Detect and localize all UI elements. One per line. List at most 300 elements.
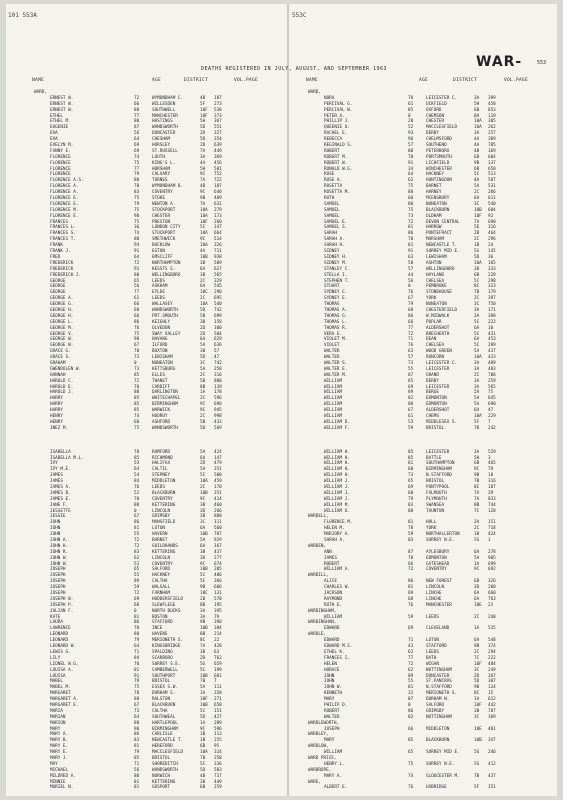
entry-volume: 2A — [474, 520, 480, 526]
entry-volume: 6B — [474, 107, 480, 113]
entry-page: 3 — [488, 455, 491, 461]
entry-page: 278 — [488, 549, 496, 555]
entry-age: 55 — [134, 532, 140, 538]
entry-district: COVENTRY — [152, 496, 173, 502]
entry-age: 44 — [408, 272, 414, 278]
entry-name: PERCIVAL G. — [324, 101, 353, 107]
entry-district: PEMBROKE — [426, 284, 447, 290]
entry-page: 427 — [214, 714, 222, 720]
entry-district: DERBY — [426, 131, 439, 137]
entry-volume: 2D — [474, 673, 480, 679]
entry-district: BLACKBURN — [152, 702, 176, 708]
entry-volume: 1B — [474, 532, 480, 538]
entry-name: JOHN — [324, 673, 335, 679]
entry-page: 853 — [488, 107, 496, 113]
entry-page: 722 — [214, 178, 222, 184]
entry-volume: 9B — [200, 196, 206, 202]
entry-name: WILLIAM M. — [324, 502, 350, 508]
entry-volume: 5B — [200, 419, 206, 425]
entry-volume: 6B — [474, 166, 480, 172]
entry-district: LONDON CITY — [152, 225, 181, 231]
entry-volume: 6A — [474, 638, 480, 644]
entry-volume: 10F — [200, 219, 208, 225]
entry-age: 55 — [134, 573, 140, 579]
entry-volume: 4B — [200, 773, 206, 779]
right-header-age: AGE — [419, 78, 429, 83]
entry-age: 73 — [134, 366, 140, 372]
entry-volume: 9B — [200, 585, 206, 591]
entry-page: 228 — [214, 691, 222, 697]
entry-age: 85 — [134, 408, 140, 414]
entry-name: JESSETTE — [50, 508, 71, 514]
entry-age: 76 — [134, 325, 140, 331]
entry-district: NUNEATON — [152, 360, 173, 366]
entry-age: 91 — [134, 266, 140, 272]
entry-district: HASTINGS — [152, 119, 173, 125]
entry-page: 565 — [214, 272, 222, 278]
entry-age: 78 — [134, 449, 140, 455]
entry-name: JOHN W. — [50, 555, 69, 561]
entry-page: 354 — [214, 137, 222, 143]
entry-age: 85 — [408, 449, 414, 455]
entry-district: LUTON — [426, 638, 439, 644]
entry-district: ASHFORD — [152, 419, 171, 425]
entry-age: 80 — [408, 402, 414, 408]
entry-page: 384 — [214, 626, 222, 632]
entry-volume: 7A — [200, 178, 206, 184]
entry-name: MARY E. — [50, 744, 69, 750]
entry-district: WARWICK — [152, 408, 171, 414]
entry-district: FALMOUTH — [426, 490, 447, 496]
entry-age: 80 — [134, 632, 140, 638]
entry-name: RAYMOND — [324, 596, 343, 602]
entry-page: 187 — [214, 95, 222, 101]
entry-volume: 5D — [200, 125, 206, 131]
entry-name: SAMUEL S. — [324, 225, 348, 231]
entry-age: 43 — [408, 644, 414, 650]
entry-age: 74 — [134, 413, 140, 419]
entry-district: CAMBERWELL — [152, 667, 178, 673]
entry-page: 124 — [488, 685, 496, 691]
surname-heading: WARDELL, — [308, 514, 329, 520]
entry-district: LEEDS — [152, 278, 165, 284]
entry-page: 24 — [488, 243, 494, 249]
surname-heading: WARDLEWORTH, — [308, 720, 340, 726]
entry-name: JOHN W. — [324, 685, 343, 691]
entry-district: BERGE — [426, 390, 439, 396]
entry-district: WANDSWORTH — [152, 425, 178, 431]
entry-volume: 8B — [200, 602, 206, 608]
entry-page: 290 — [214, 290, 222, 296]
page-fold — [287, 4, 289, 796]
entry-age: 65 — [408, 479, 414, 485]
entry-age: 80 — [134, 272, 140, 278]
entry-volume: 5F — [474, 785, 480, 791]
entry-page: 551 — [214, 125, 222, 131]
entry-page: 380 — [214, 325, 222, 331]
entry-district: HOORUY — [152, 413, 168, 419]
entry-volume: 3A — [474, 313, 480, 319]
entry-name: GEORGE H. — [50, 313, 74, 319]
entry-age: 81 — [134, 744, 140, 750]
entry-age: 81 — [408, 225, 414, 231]
entry-volume: 4A — [200, 160, 206, 166]
entry-volume: 2C — [200, 485, 206, 490]
entry-name: FLORENCE A.S. — [50, 178, 84, 184]
entry-age: 67 — [408, 296, 414, 302]
entry-age: 75 — [408, 207, 414, 213]
entry-name: WALTER — [324, 355, 340, 361]
entry-name: KATE — [50, 614, 61, 620]
entry-page: 639 — [214, 143, 222, 149]
entry-page: 305 — [488, 119, 496, 125]
surname-heading: WARDLE, — [308, 632, 327, 638]
entry-name: GEORGE — [50, 290, 66, 296]
entry-page: 366 — [214, 579, 222, 585]
entry-age: 77 — [408, 325, 414, 331]
entry-volume: 3A — [200, 608, 206, 614]
entry-volume: 10A — [200, 213, 208, 219]
entry-age: 89 — [408, 390, 414, 396]
entry-age: 74 — [134, 231, 140, 237]
register-sheet — [6, 4, 557, 796]
entry-page: 222 — [488, 655, 496, 661]
entry-volume: 6B — [474, 272, 480, 278]
entry-volume: 1A — [200, 720, 206, 726]
entry-district: SOUTHWELL — [152, 107, 176, 113]
entry-age: 69 — [134, 143, 140, 149]
entry-volume: 10B — [200, 532, 208, 538]
entry-page: 259 — [214, 785, 222, 791]
entry-page: 10 — [488, 325, 494, 331]
entry-district: DONCASTER — [426, 673, 450, 679]
entry-volume: 3A — [474, 95, 480, 101]
entry-volume: 4B — [474, 148, 480, 154]
entry-name: FRANK J. — [50, 249, 71, 255]
entry-district: BIRMINGHAM — [426, 467, 452, 473]
entry-page: 369 — [214, 154, 222, 160]
entry-volume: 10A — [200, 302, 208, 308]
entry-name: FLORENCE E. — [50, 201, 79, 207]
entry-page: 453 — [488, 337, 496, 343]
entry-name: MARY A. — [50, 732, 69, 738]
entry-volume: 5C — [200, 473, 206, 479]
entry-volume: 1B — [474, 243, 480, 249]
entry-page: 483 — [488, 366, 496, 372]
entry-page: 323 — [488, 284, 496, 290]
entry-name: FRANK — [50, 243, 63, 249]
entry-volume: 10E — [474, 602, 482, 608]
entry-district: PETERBORO — [426, 148, 450, 154]
entry-page: 369 — [488, 714, 496, 720]
entry-age: 85 — [408, 738, 414, 744]
entry-page: 309 — [488, 137, 496, 143]
entry-age: 85 — [134, 372, 140, 378]
entry-name: SYDNEY C. — [324, 290, 348, 296]
entry-page: 692 — [488, 567, 496, 573]
entry-age: 56 — [134, 767, 140, 773]
entry-page: 171 — [488, 307, 496, 313]
entry-page: 178 — [214, 390, 222, 396]
entry-volume: 7A — [474, 496, 480, 502]
entry-name: ETHEL K. — [324, 649, 345, 655]
entry-age: 66 — [134, 101, 140, 107]
entry-district: CHEMSON — [426, 113, 445, 119]
entry-age: 78 — [408, 555, 414, 561]
entry-volume: 6A — [200, 455, 206, 461]
surname-heading: WARD, — [308, 90, 321, 95]
entry-district: ALDERSHOT — [426, 325, 450, 331]
entry-name: JESSIE — [50, 514, 66, 520]
entry-name: HAROLD C. — [50, 378, 74, 384]
entry-page: 449 — [214, 148, 222, 154]
entry-page: 650 — [488, 166, 496, 172]
entry-page: 258 — [214, 755, 222, 761]
entry-district: NORTH BUCKS — [152, 608, 181, 614]
entry-district: SWAY VALLEY — [152, 331, 181, 337]
entry-volume: 2B — [474, 231, 480, 237]
entry-district: LINCHE — [426, 596, 442, 602]
entry-page: 538 — [214, 107, 222, 113]
entry-district: WOOD GREEN — [426, 349, 452, 355]
entry-page: 437 — [488, 773, 496, 779]
entry-name: MARY B. — [50, 738, 69, 744]
entry-age: 66 — [134, 302, 140, 308]
entry-district: LEICESTER C. — [426, 95, 458, 101]
entry-age: 77 — [134, 166, 140, 172]
entry-page: 706 — [488, 372, 496, 378]
entry-district: POPLAR — [426, 319, 442, 325]
entry-age: 81 — [134, 779, 140, 785]
entry-volume: 2B — [200, 596, 206, 602]
entry-volume: 5F — [474, 419, 480, 425]
entry-district: HULL — [426, 520, 437, 526]
entry-page: 262 — [488, 125, 496, 131]
entry-name: EDWARD — [324, 626, 340, 632]
entry-page: 316 — [488, 225, 496, 231]
entry-age: 75 — [134, 160, 140, 166]
entry-district: GRAND — [426, 372, 439, 378]
entry-age: 81 — [408, 243, 414, 249]
entry-age: 65 — [408, 750, 414, 756]
entry-volume: 8A — [474, 113, 480, 119]
entry-volume: 5A — [474, 349, 480, 355]
entry-district: BRISTOL — [426, 479, 445, 485]
entry-page: 423 — [488, 355, 496, 361]
entry-page: 569 — [214, 425, 222, 431]
entry-age: 88 — [408, 508, 414, 514]
entry-page: 412 — [488, 761, 496, 767]
entry-page: 437 — [214, 549, 222, 555]
entry-page: 205 — [214, 567, 222, 573]
entry-page: 294 — [488, 649, 496, 655]
entry-name: SARAH A. — [324, 538, 345, 544]
entry-volume: 9C — [200, 496, 206, 502]
entry-volume: 2C — [474, 614, 480, 620]
entry-volume: 5A — [474, 390, 480, 396]
entry-volume: 8C — [474, 485, 480, 490]
entry-page: 459 — [214, 479, 222, 485]
entry-volume: 3C — [474, 302, 480, 308]
entry-volume: 10A — [474, 413, 482, 419]
entry-volume: 3B — [200, 319, 206, 325]
entry-name: FLORENCE A. — [50, 190, 79, 196]
entry-page: 316 — [488, 479, 496, 485]
entry-age: 72 — [134, 95, 140, 101]
entry-volume: 5C — [200, 708, 206, 714]
entry-name: HARRY — [50, 396, 63, 402]
entry-volume: 9C — [474, 467, 480, 473]
entry-district: HACKNEY — [152, 573, 171, 579]
entry-name: FLORENCE — [50, 154, 71, 160]
entry-page: 214 — [214, 632, 222, 638]
entry-district: WHITECHAPEL — [152, 396, 181, 402]
entry-volume: 8C — [200, 638, 206, 644]
entry-page: 187 — [488, 485, 496, 490]
entry-district: HUDDERSFIELD — [152, 596, 184, 602]
surname-heading: WARD PRICE, — [308, 755, 337, 761]
entry-district: SOUTHWEAL — [152, 714, 176, 720]
entry-volume: 5A — [474, 555, 480, 561]
entry-age: 0 — [408, 113, 411, 119]
entry-district: BIRMINGHAM — [152, 726, 178, 732]
entry-volume: 5G — [474, 249, 480, 255]
entry-name: JOSEPH P. — [50, 602, 74, 608]
entry-name: THOMAS R. — [324, 325, 348, 331]
entry-volume: 5C — [474, 331, 480, 337]
entry-page: 170 — [214, 485, 222, 490]
entry-age: 59 — [408, 532, 414, 538]
entry-page: 367 — [488, 673, 496, 679]
entry-age: 87 — [408, 372, 414, 378]
entry-district: GRIMSBY — [152, 514, 171, 520]
entry-volume: 5E — [474, 225, 480, 231]
entry-age: 63 — [408, 254, 414, 260]
entry-age: 80 — [134, 237, 140, 243]
entry-volume: 7B — [474, 773, 480, 779]
entry-name: ANN — [324, 549, 332, 555]
entry-name: ERNEST W. — [50, 101, 74, 107]
entry-district: BRISTOL — [426, 425, 445, 431]
entry-age: 78 — [134, 384, 140, 390]
entry-district: CHESTER — [426, 119, 445, 125]
entry-name: WILLIAM J. — [324, 479, 350, 485]
entry-volume: 3D — [200, 508, 206, 514]
entry-page: 240 — [488, 614, 496, 620]
entry-name: THOMAS G. — [324, 313, 348, 319]
entry-volume: 5C — [474, 278, 480, 284]
entry-district: LEWISHAM — [152, 355, 173, 361]
entry-age: 62 — [408, 178, 414, 184]
entry-page: 718 — [488, 526, 496, 532]
entry-district: LINCHE — [426, 591, 442, 597]
entry-district: SURREY MID E. — [426, 750, 460, 756]
entry-page: 47 — [488, 408, 494, 414]
entry-age: 64 — [408, 172, 414, 178]
entry-name: LEONARD — [50, 632, 69, 638]
entry-volume: 10B — [474, 738, 482, 744]
entry-district: KEIGHLY — [152, 319, 171, 325]
entry-district: ALDERSHOT — [426, 408, 450, 414]
entry-age: 66 — [134, 313, 140, 319]
entry-district: RALSTON — [152, 697, 171, 703]
entry-volume: 2C — [200, 396, 206, 402]
entry-name: ROSE — [324, 172, 335, 178]
entry-volume: 6A — [200, 266, 206, 272]
entry-age: 58 — [408, 260, 414, 266]
entry-district: HAVANG — [152, 337, 168, 343]
entry-age: 85 — [134, 396, 140, 402]
entry-district: PRT.SMOUTH — [152, 313, 178, 319]
entry-age: 78 — [408, 526, 414, 532]
entry-district: LINCOLN — [152, 508, 171, 514]
entry-page: 399 — [488, 95, 496, 101]
entry-volume: 7A — [474, 490, 480, 496]
entry-page: 787 — [488, 708, 496, 714]
entry-name: LEONARD W. — [50, 644, 76, 650]
entry-name: SARAH A. — [324, 237, 345, 243]
entry-age: 80 — [134, 773, 140, 779]
entry-age: 64 — [134, 644, 140, 650]
entry-page: 645 — [488, 396, 496, 402]
entry-age: 86 — [408, 579, 414, 585]
entry-volume: 10A — [474, 355, 482, 361]
entry-page: 367 — [214, 119, 222, 125]
entry-name: LAURA — [50, 620, 63, 626]
entry-volume: 2D — [200, 655, 206, 661]
entry-page: 636 — [214, 343, 222, 349]
left-page-number: 101 553A — [8, 12, 37, 19]
entry-name: WILLIAM — [324, 378, 343, 384]
entry-page: 326 — [214, 243, 222, 249]
entry-name: SAMUEL E. — [324, 219, 348, 225]
entry-volume: 5C — [200, 761, 206, 767]
entry-name: JOHN R. — [50, 549, 69, 555]
entry-district: EDMONTON — [426, 555, 447, 561]
entry-district: KESSTS S. — [152, 266, 176, 272]
entry-page: 945 — [214, 408, 222, 414]
entry-volume: 5C — [200, 579, 206, 585]
entry-volume: 10A — [474, 125, 482, 131]
entry-volume: 3B — [200, 549, 206, 555]
entry-page: 424 — [214, 449, 222, 455]
entry-district: NOTTINGHAM — [426, 667, 452, 673]
entry-page: 664 — [214, 231, 222, 237]
entry-district: EYLDE — [152, 290, 165, 296]
entry-age: 57 — [408, 266, 414, 272]
entry-volume: 3B — [474, 266, 480, 272]
entry-district: KING'S L. — [152, 160, 176, 166]
entry-volume: 10F — [474, 702, 482, 708]
entry-district: SURREY N.E. — [426, 538, 455, 544]
entry-page: 57 — [214, 349, 220, 355]
entry-volume: 4B — [200, 95, 206, 101]
entry-name: JOSEPH — [50, 567, 66, 573]
entry-volume: 5B — [200, 378, 206, 384]
entry-district: INCE — [152, 626, 163, 632]
entry-age: 82 — [408, 396, 414, 402]
entry-name: VIOLET — [324, 343, 340, 349]
entry-name: EDWARD — [324, 638, 340, 644]
entry-page: 179 — [488, 290, 496, 296]
entry-name: QUEENIE O. — [324, 125, 350, 131]
entry-page: 113 — [214, 732, 222, 738]
entry-name: ROBERT — [324, 708, 340, 714]
entry-name: LOUISA A. — [50, 667, 74, 673]
entry-district: DONCASTER — [152, 131, 176, 137]
entry-age: 76 — [408, 785, 414, 791]
entry-page: 79 — [214, 614, 220, 620]
